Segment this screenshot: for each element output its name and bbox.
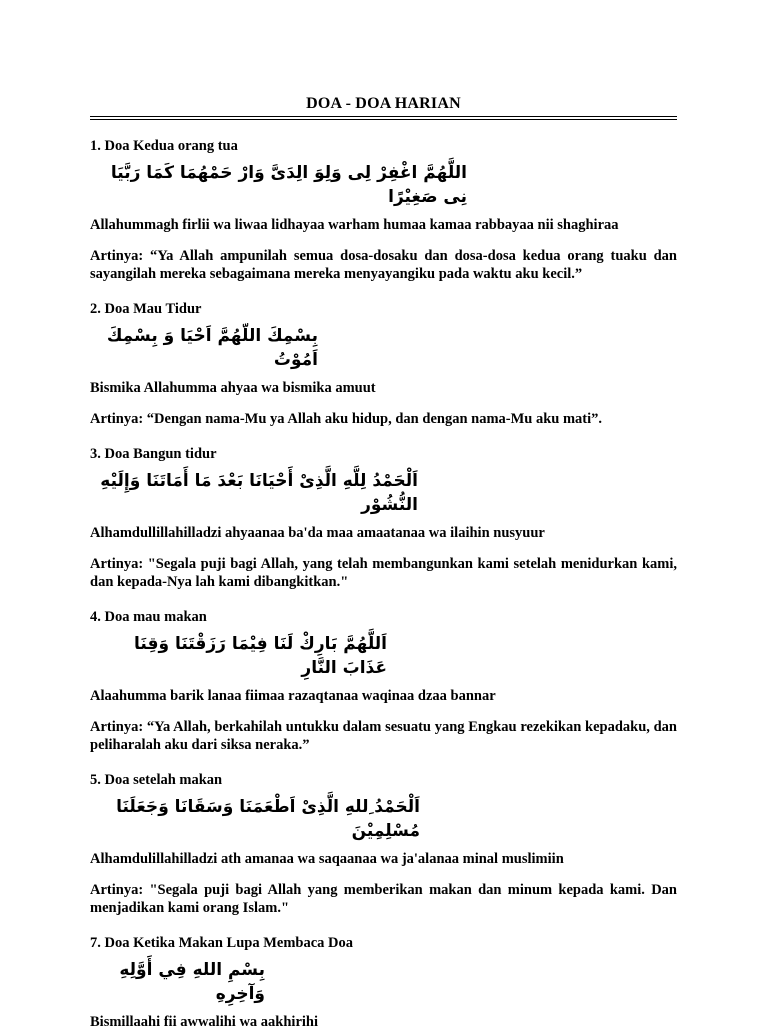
prayer-meaning: Artinya: "Segala puji bagi Allah, yang telah membangunkan kami setelah menidurkan kami, dan kepada-Nya lah kami dibangkitkan." (90, 556, 677, 590)
prayer-heading: 7. Doa Ketika Makan Lupa Membaca Doa (90, 935, 354, 951)
prayer-section-5 (90, 772, 677, 917)
prayer-section-2 (90, 301, 677, 428)
prayer-meaning: Artinya: “Ya Allah ampunilah semua dosa-dosaku dan dosa-dosa kedua orang tuaku dan sayangilah mereka sebagaimana mereka menyayangiku pada waktu aku kecil.” (90, 248, 677, 282)
prayer-arabic-text: اَللَّهُمَّ بَارِكْ لَنَا فِيْمَا رَزَقْتَنَا وَقِنَا عَذَابَ النَّارِ (134, 634, 387, 678)
prayer-section-1 (90, 138, 677, 283)
prayer-arabic-text: اَلْحَمْدُ ِللهِ الَّذِىْ اَطْعَمَنَا وَسَقَانَا وَجَعَلَنَا مُسْلِمِيْنَ (116, 797, 420, 841)
prayer-meaning: Artinya: “Ya Allah, berkahilah untukku dalam sesuatu yang Engkau rezekikan kepadaku, dan peliharalah aku dari siksa neraka.” (90, 719, 677, 753)
prayer-transliteration: Allahummagh firlii wa liwaa lidhayaa warham humaa kamaa rabbayaa nii shaghiraa (90, 217, 619, 233)
prayer-section-7 (90, 935, 677, 1031)
prayer-transliteration: Bismillaahi fii awwalihi wa aakhirihi (90, 1014, 319, 1030)
prayer-heading: 2. Doa Mau Tidur (90, 301, 202, 317)
prayer-arabic-text: بِسْمِ اللهِ فِي أَوَّلِهِ وَآخِرِهِ (119, 960, 265, 1004)
document-page (90, 0, 677, 1031)
prayer-transliteration: Alhamdullillahilladzi ahyaanaa ba'da maa amaatanaa wa ilaihin nusyuur (90, 525, 545, 541)
prayer-heading: 5. Doa setelah makan (90, 772, 223, 788)
prayer-meaning: Artinya: "Segala puji bagi Allah yang memberikan makan dan minum kepada kami. Dan menjadikan kami orang Islam." (90, 882, 677, 916)
prayer-transliteration: Alhamdulillahilladzi ath amanaa wa saqaanaa wa ja'alanaa minal muslimiin (90, 851, 564, 867)
prayer-transliteration: Alaahumma barik lanaa fiimaa razaqtanaa waqinaa dzaa bannar (90, 688, 496, 704)
prayer-meaning: Artinya: “Dengan nama-Mu ya Allah aku hidup, dan dengan nama-Mu aku mati”. (90, 411, 603, 427)
prayer-heading: 4. Doa mau makan (90, 609, 207, 625)
prayer-heading: 1. Doa Kedua orang tua (90, 138, 238, 154)
prayer-arabic-text: اللَّهُمَّ اغْفِرْ لِى وَلِوَ الِدَىَّ وَارْ حَمْهُمَا كَمَا رَبَّيَا نِى صَغِيْرًا (110, 163, 467, 207)
prayer-heading: 3. Doa Bangun tidur (90, 446, 217, 462)
title-double-rule (90, 116, 677, 120)
document-title: DOA - DOA HARIAN (306, 95, 461, 112)
prayer-arabic-text: بِسْمِكَ اللّهُمَّ اَحْيَا وَ بِسْمِكَ اَمُوْتُ (106, 326, 318, 370)
prayer-section-4 (90, 609, 677, 754)
prayer-transliteration: Bismika Allahumma ahyaa wa bismika amuut (90, 380, 376, 396)
prayer-section-3 (90, 446, 677, 591)
prayer-arabic-text: اَلْحَمْدُ لِلَّهِ الَّذِىْ أَحْيَانَا بَعْدَ مَا أَمَاتَنَا وَإِلَيْهِ النُّشُوْر (100, 471, 418, 515)
